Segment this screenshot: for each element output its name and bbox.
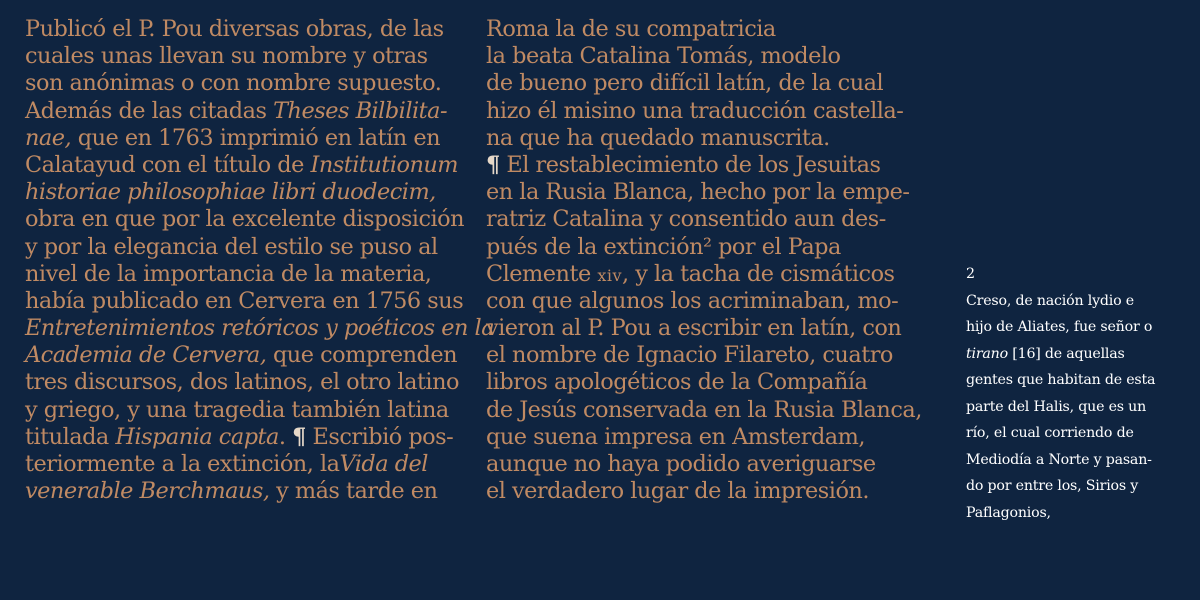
text-line bbox=[25, 125, 475, 152]
text-line: ratriz Catalina y consentido aun des- bbox=[486, 206, 886, 233]
footnote-sidenote bbox=[966, 261, 1191, 526]
text-line: el verdadero lugar de la impresión. bbox=[486, 478, 869, 505]
text-line: de bueno pero difícil latín, de la cual bbox=[486, 70, 884, 97]
text-line: con que algunos los acriminaban, mo- bbox=[486, 287, 899, 314]
text-line: Entretenimientos retóricos y poéticos en la bbox=[25, 315, 495, 342]
italic-title: venerable Berchmaus, bbox=[25, 478, 270, 505]
text-line: y griego, y una tragedia también latina bbox=[25, 396, 449, 423]
footnote-line: do por entre los, Sirios y bbox=[966, 478, 1139, 494]
text-line: en la Rusia Blanca, hecho por la empe- bbox=[486, 179, 910, 206]
italic-title: nae, bbox=[25, 124, 72, 151]
text-line bbox=[25, 98, 475, 125]
text-run: Clemente bbox=[486, 260, 598, 287]
footnote-line bbox=[966, 341, 1191, 368]
text-line: obra en que por la excelente disposición bbox=[25, 206, 465, 233]
footnote-line: parte del Halis, que es un bbox=[966, 398, 1147, 415]
text-line: pués de la extinción² por el Papa bbox=[486, 233, 841, 260]
text-run: Escribió pos- bbox=[305, 423, 454, 450]
middle-text-column bbox=[486, 16, 926, 505]
roman-numeral: xiv bbox=[597, 265, 622, 285]
italic-title: Theses Bilbilita- bbox=[273, 97, 448, 124]
text-line bbox=[25, 152, 475, 179]
text-run: [16] de aquellas bbox=[1007, 345, 1125, 362]
text-line bbox=[486, 152, 926, 179]
text-line: hizo él misino una traducción castella- bbox=[486, 97, 904, 124]
text-run: , y la tacha de cismáticos bbox=[622, 260, 895, 287]
text-line: de Jesús conservada en la Rusia Blanca, bbox=[486, 396, 922, 423]
text-line: la beata Catalina Tomás, modelo bbox=[486, 43, 841, 70]
text-line: Roma la de su compatricia bbox=[486, 16, 776, 42]
italic-title: Academia de Cervera, bbox=[25, 342, 267, 369]
text-line bbox=[486, 261, 926, 288]
text-line: son anónimas o con nombre supuesto. bbox=[25, 70, 442, 97]
text-line: libros apologéticos de la Compañía bbox=[486, 369, 868, 396]
footnote-line: río, el cual corriendo de bbox=[966, 425, 1134, 441]
text-line bbox=[25, 478, 475, 505]
text-line: historiae philosophiae libri duodecim, bbox=[25, 179, 436, 206]
text-line: había publicado en Cervera en 1756 sus bbox=[25, 287, 464, 314]
footnote-line: hijo de Aliates, fue señor o bbox=[966, 319, 1153, 335]
text-line bbox=[25, 424, 475, 451]
text-run: . bbox=[278, 423, 293, 450]
text-line bbox=[25, 342, 475, 369]
footnote-line: Mediodía a Norte y pasan- bbox=[966, 451, 1152, 468]
text-run: que comprenden bbox=[266, 342, 458, 369]
text-line: y por la elegancia del estilo se puso al bbox=[25, 233, 438, 260]
text-run: Calatayud con el título de bbox=[25, 151, 311, 178]
footnote-number: 2 bbox=[966, 266, 975, 282]
text-line: vieron al P. Pou a escribir en latín, con bbox=[486, 315, 902, 342]
italic-title: Institutionum bbox=[310, 151, 459, 178]
left-text-column bbox=[25, 16, 495, 505]
text-line bbox=[25, 451, 475, 478]
text-line: el nombre de Ignacio Filareto, cuatro bbox=[486, 342, 893, 369]
footnote-line: gentes que habitan de esta bbox=[966, 372, 1156, 388]
footnote-line: Paflagonios, bbox=[966, 504, 1051, 521]
pilcrow-icon: ¶ bbox=[486, 151, 500, 178]
text-run: Además de las citadas bbox=[25, 97, 274, 124]
text-run: titulada bbox=[25, 423, 116, 450]
italic-title: Hispania capta bbox=[115, 423, 279, 450]
italic-title: Vida del bbox=[339, 451, 428, 477]
text-line: cuales unas llevan su nombre y otras bbox=[25, 43, 428, 70]
text-run: que en 1763 imprimió en latín en bbox=[71, 124, 441, 151]
text-run: y más tarde en bbox=[269, 478, 438, 505]
footnote-line: Creso, de nación lydio e bbox=[966, 292, 1134, 309]
text-run: teriormente a la extinción, la bbox=[25, 451, 340, 477]
text-line: que suena impresa en Amsterdam, bbox=[486, 423, 865, 450]
pilcrow-icon: ¶ bbox=[292, 423, 306, 450]
text-line: aunque no haya podido averiguarse bbox=[486, 451, 876, 477]
text-line: Publicó el P. Pou diversas obras, de las bbox=[25, 16, 444, 42]
text-line: tres discursos, dos latinos, el otro latino bbox=[25, 369, 459, 396]
italic-word: tirano bbox=[966, 345, 1008, 362]
text-line: nivel de la importancia de la materia, bbox=[25, 260, 432, 287]
text-line: na que ha quedado manuscrita. bbox=[486, 124, 830, 151]
text-run: El restablecimiento de los Jesuitas bbox=[499, 151, 881, 178]
